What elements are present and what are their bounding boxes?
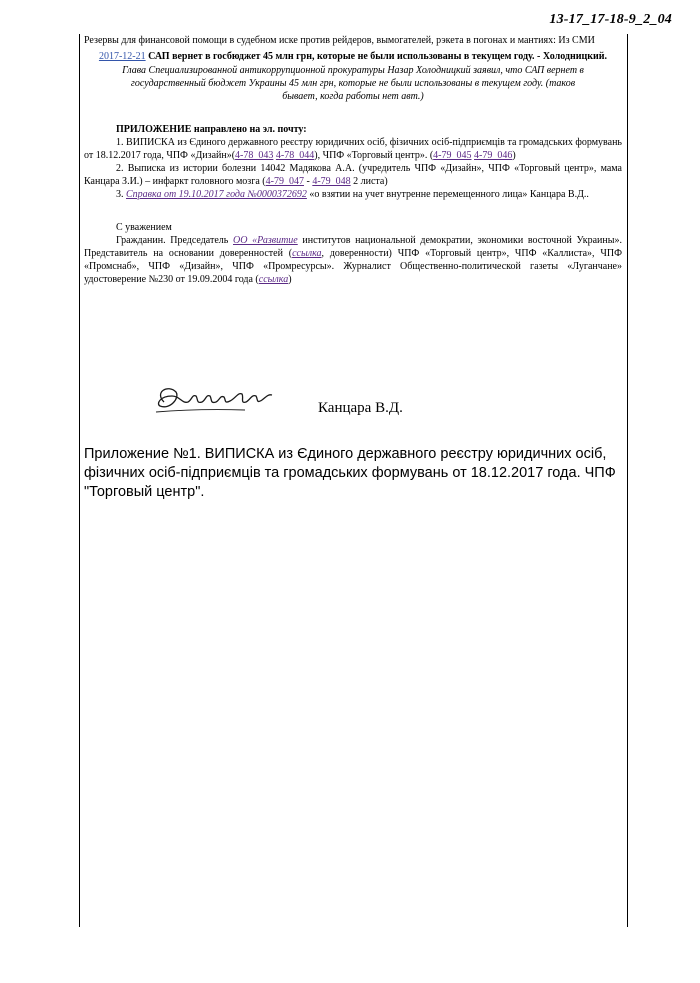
attachment-link-4-79-045[interactable]: 4-79_045 bbox=[433, 150, 472, 161]
attachment-item-1: 1. ВИПИСКА из Єдиного державного реєстру юридичних осіб, фізичних осіб-підприємців та громадських формувань от 18.12.2017 года, ЧПФ «Дизайн»(4-78_043 4-78_044), ЧПФ «Торговый центр». (4-79_045 4-79_046) bbox=[84, 137, 622, 161]
attachment-item-1-text-b: ), ЧПФ «Торговый центр». ( bbox=[314, 150, 434, 161]
attachment-link-4-78-044[interactable]: 4-78_044 bbox=[275, 150, 315, 161]
attachment-item-2-text: 2. Выписка из истории болезни 14042 Мадякова А.А. (учредитель ЧПФ «Дизайн», ЧПФ «Торговый центр», мама Канцара З.И.) – инфаркт головного мозга ( bbox=[84, 163, 622, 187]
attachment-link-4-78-043[interactable]: 4-78_043 bbox=[235, 150, 274, 161]
news-date-link[interactable]: 2017-12-21 bbox=[98, 51, 146, 62]
reference-link-1[interactable]: ссылка bbox=[292, 248, 322, 259]
closing-greeting: С уважением bbox=[116, 222, 172, 233]
attachment-item-2: 2. Выписка из истории болезни 14042 Мадякова А.А. (учредитель ЧПФ «Дизайн», ЧПФ «Торговый центр», мама Канцара З.И.) – инфаркт головного мозга (4-79_047 - 4-79_048 2 листа) bbox=[84, 163, 622, 187]
signer-name: Канцара В.Д. bbox=[318, 400, 403, 416]
certificate-link[interactable]: Справка от 19.10.2017 года №0000372692 bbox=[126, 189, 307, 200]
document-body bbox=[84, 34, 622, 286]
appendix-title: Приложение №1. ВИПИСКА из Єдиного державного реєстру юридичних осіб, фізичних осіб-підприємців та громадських формувань от 18.12.2017 года. ЧПФ "Торговый центр". bbox=[84, 446, 616, 500]
intro-text: Резервы для финансовой помощи в судебном иске против рейдеров, вымогателей, рэкета в погонах и мантиях: Из СМИ bbox=[84, 35, 595, 46]
news-headline-block bbox=[84, 50, 622, 63]
news-body: Глава Специализированной антикоррупционной прокуратуры Назар Холодницкий заявил, что САП вернет в государственный бюджет Украины 45 млн грн, которые не были использованы в текущем году. (таков бывает, когда работы нет авт.) bbox=[122, 65, 584, 102]
reference-link-2[interactable]: ссылка bbox=[258, 274, 289, 285]
right-margin-line bbox=[627, 34, 628, 927]
attachment-link-4-79-047[interactable]: 4-79_047 bbox=[265, 176, 304, 187]
attachment-item-1-text: 1. ВИПИСКА из Єдиного державного реєстру юридичних осіб, фізичних осіб-підприємців та громадських формувань от 18.12.2017 года, ЧПФ «Дизайн»( bbox=[84, 137, 622, 161]
news-headline: САП вернет в госбюджет 45 млн грн, которые не были использованы в текущем году. - Холодницкий. bbox=[148, 51, 608, 62]
attachment-link-4-79-046[interactable]: 4-79_046 bbox=[474, 150, 513, 161]
org-link[interactable]: ОО «Развитие bbox=[233, 235, 298, 246]
attachment-item-3: 3. Справка от 19.10.2017 года №0000372692 «о взятии на учет внутренне перемещенного лица» Канцара В.Д.. bbox=[116, 189, 589, 200]
attachment-link-4-79-048[interactable]: 4-79_048 bbox=[312, 176, 351, 187]
left-margin-line bbox=[79, 34, 80, 927]
signature-block bbox=[150, 382, 450, 432]
page-id: 13-17_17-18-9_2_04 bbox=[549, 12, 672, 27]
attachment-item-3-text: «о взятии на учет внутренне перемещенного лица» Канцара В.Д.. bbox=[306, 189, 589, 200]
attachments-heading: ПРИЛОЖЕНИЕ направлено на эл. почту: bbox=[116, 124, 307, 135]
closing-credentials: Гражданин. Председатель ОО «Развитие институтов национальной демократии, экономики восточной Украины». Представитель на основании доверенностей (ссылка, доверенности) ЧПФ «Торговый центр», ЧПФ «Каллиста», ЧПФ «Промснаб», ЧПФ «Дизайн», ЧПФ «Промресурсы». Журналист Общественно-политической газеты «Луганчане» удостоверение №230 от 19.09.2004 года (ссылка) bbox=[84, 235, 622, 285]
handwritten-signature bbox=[150, 382, 280, 422]
